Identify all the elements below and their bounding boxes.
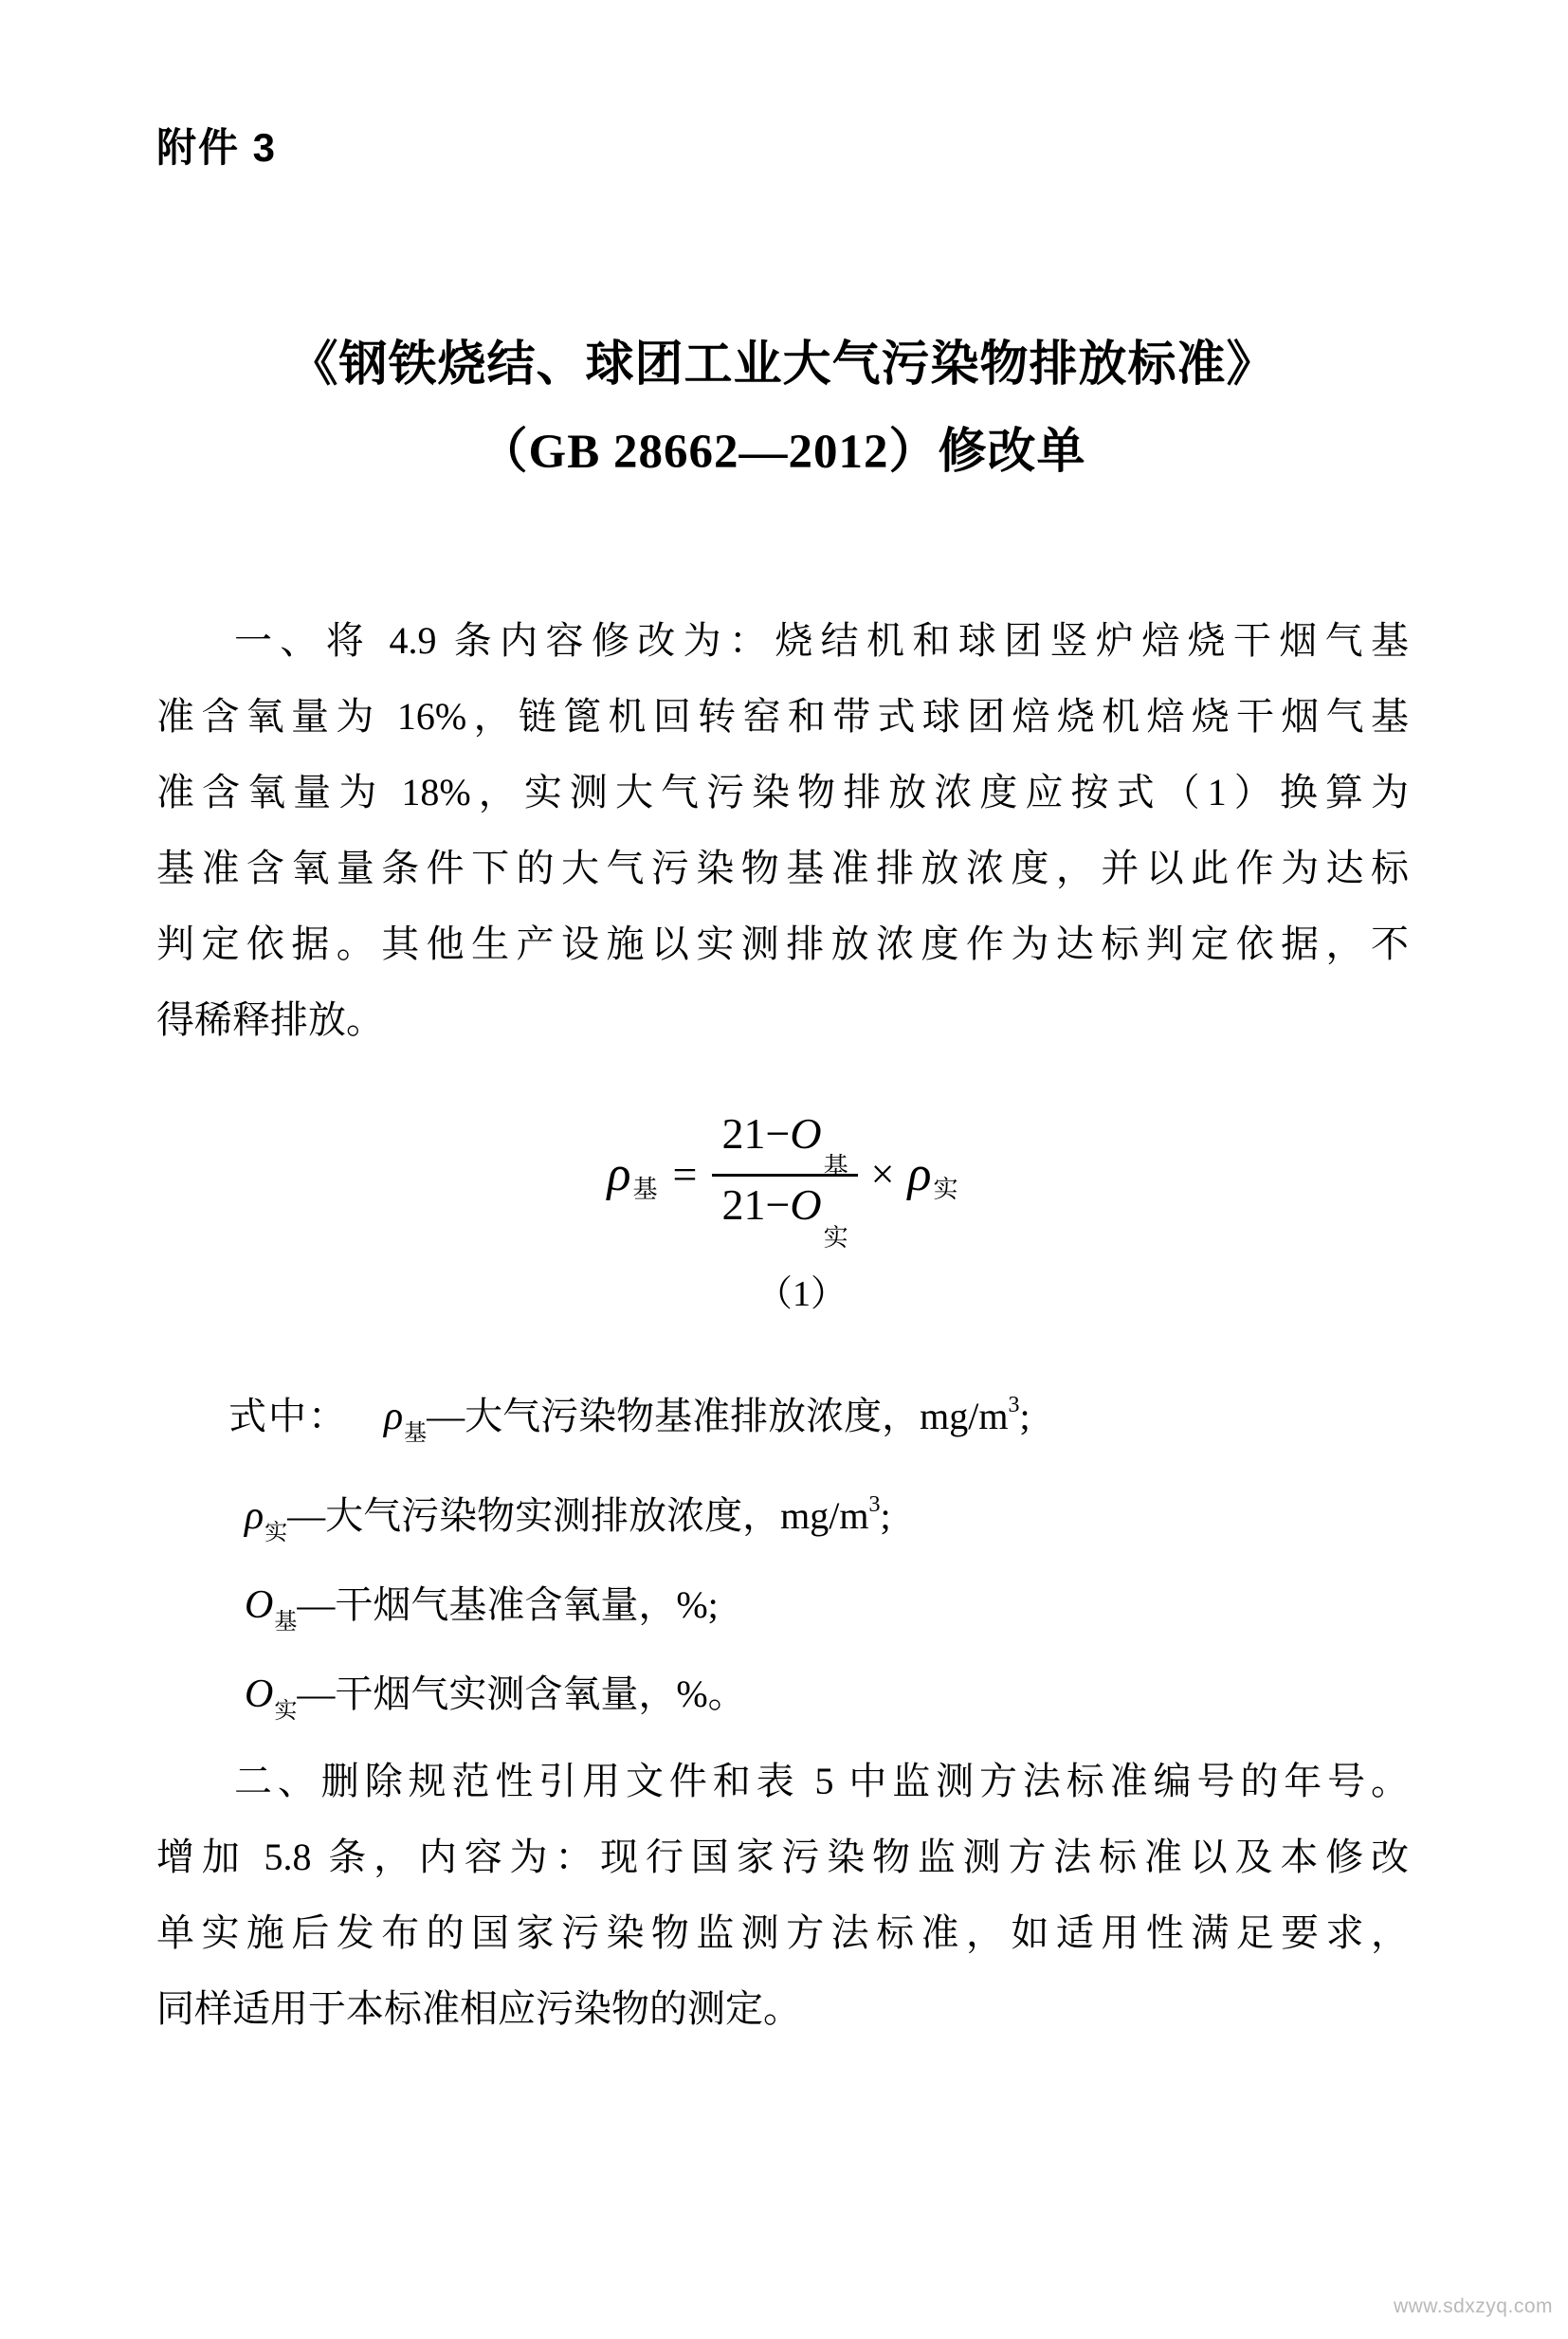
symbol-definitions xyxy=(156,1364,1409,1742)
definition-line xyxy=(156,1464,1409,1563)
definition-unit-superscript: 3 xyxy=(868,1491,881,1517)
definition-description: —大气污染物实测排放浓度，mg/m xyxy=(287,1493,869,1537)
definition-symbol: O xyxy=(245,1672,274,1716)
document-title-line2: （GB 28662—2012）修改单 xyxy=(479,426,1086,479)
formula-numerator-symbol: O xyxy=(790,1109,822,1158)
formula-multiply-sign: × xyxy=(870,1150,895,1197)
definition-symbol-subscript: 实 xyxy=(264,1520,288,1545)
document-page xyxy=(0,121,1568,2047)
paragraph-two-line: 同样适用于本标准相应污染物的测定。 xyxy=(156,1986,801,2030)
formula-lhs-subscript: 基 xyxy=(632,1175,658,1203)
paragraph-two-line: 单实施后发布的国家污染物监测方法标准，如适用性满足要求， xyxy=(156,1910,1409,1954)
paragraph-two xyxy=(156,1744,1409,2047)
formula-rhs-symbol: ρ xyxy=(907,1146,932,1201)
definition-symbol: ρ xyxy=(245,1493,264,1538)
paragraph-one-line: 一、将 4.9 条内容修改为：烧结机和球团竖炉焙烧干烟气基 xyxy=(234,619,1409,662)
formula-denominator-subscript: 实 xyxy=(823,1223,848,1252)
formula-numerator-subscript: 基 xyxy=(823,1153,848,1180)
definition-unit-superscript: 3 xyxy=(1008,1392,1020,1417)
paragraph-one-line: 准含氧量为 16%，链篦机回转窑和带式球团焙烧机焙烧干烟气基 xyxy=(156,695,1409,738)
definition-description: —干烟气基准含氧量，%; xyxy=(297,1582,719,1626)
equation-number: （1） xyxy=(756,1273,847,1314)
formula-numerator xyxy=(712,1109,857,1180)
site-watermark: www.sdxzyq.com xyxy=(1393,2295,1553,2317)
formula-numerator-text: 21− xyxy=(721,1109,791,1158)
paragraph-one-line: 判定依据。其他生产设施以实测排放浓度作为达标判定依据，不 xyxy=(156,923,1409,965)
formula-fraction xyxy=(712,1109,857,1252)
formula-denominator-symbol: O xyxy=(790,1179,822,1229)
formula-rhs-subscript: 实 xyxy=(933,1175,958,1203)
definition-line xyxy=(156,1653,1409,1742)
definition-symbol-subscript: 基 xyxy=(274,1609,298,1635)
definition-symbol-subscript: 基 xyxy=(404,1420,428,1446)
paragraph-one-line: 基准含氧量条件下的大气污染物基准排放浓度，并以此作为达标 xyxy=(156,847,1409,889)
definitions-intro-label: 式中： xyxy=(228,1394,348,1437)
formula-denominator-text: 21− xyxy=(721,1179,791,1229)
paragraph-two-line: 增加 5.8 条，内容为：现行国家污染物监测方法标准以及本修改 xyxy=(156,1835,1409,1878)
attachment-number-label: 附件 3 xyxy=(156,125,278,170)
paragraph-two-line: 二、删除规范性引用文件和表 5 中监测方法标准编号的年号。 xyxy=(234,1759,1409,1802)
formula-equals-sign: = xyxy=(672,1149,698,1198)
definition-symbol: O xyxy=(245,1582,274,1627)
definition-description: —大气污染物基准排放浓度，mg/m xyxy=(427,1394,1009,1437)
definition-symbol-subscript: 实 xyxy=(274,1698,298,1724)
definition-tail: ; xyxy=(1019,1394,1030,1437)
definition-line xyxy=(156,1364,1409,1464)
definition-description: —干烟气实测含氧量，%。 xyxy=(297,1672,746,1715)
paragraph-one xyxy=(156,603,1409,1058)
paragraph-one-line: 得稀释排放。 xyxy=(156,998,384,1041)
conversion-formula xyxy=(156,1109,1409,1252)
document-title-line1: 《钢铁烧结、球团工业大气污染物排放标准》 xyxy=(289,338,1276,392)
formula-denominator xyxy=(712,1174,857,1252)
paragraph-one-line: 准含氧量为 18%，实测大气污染物排放浓度应按式（1）换算为 xyxy=(156,771,1409,813)
definition-symbol: ρ xyxy=(384,1394,404,1438)
definition-tail: ; xyxy=(880,1493,891,1537)
formula-lhs-symbol: ρ xyxy=(607,1146,631,1201)
definition-line xyxy=(156,1563,1409,1653)
